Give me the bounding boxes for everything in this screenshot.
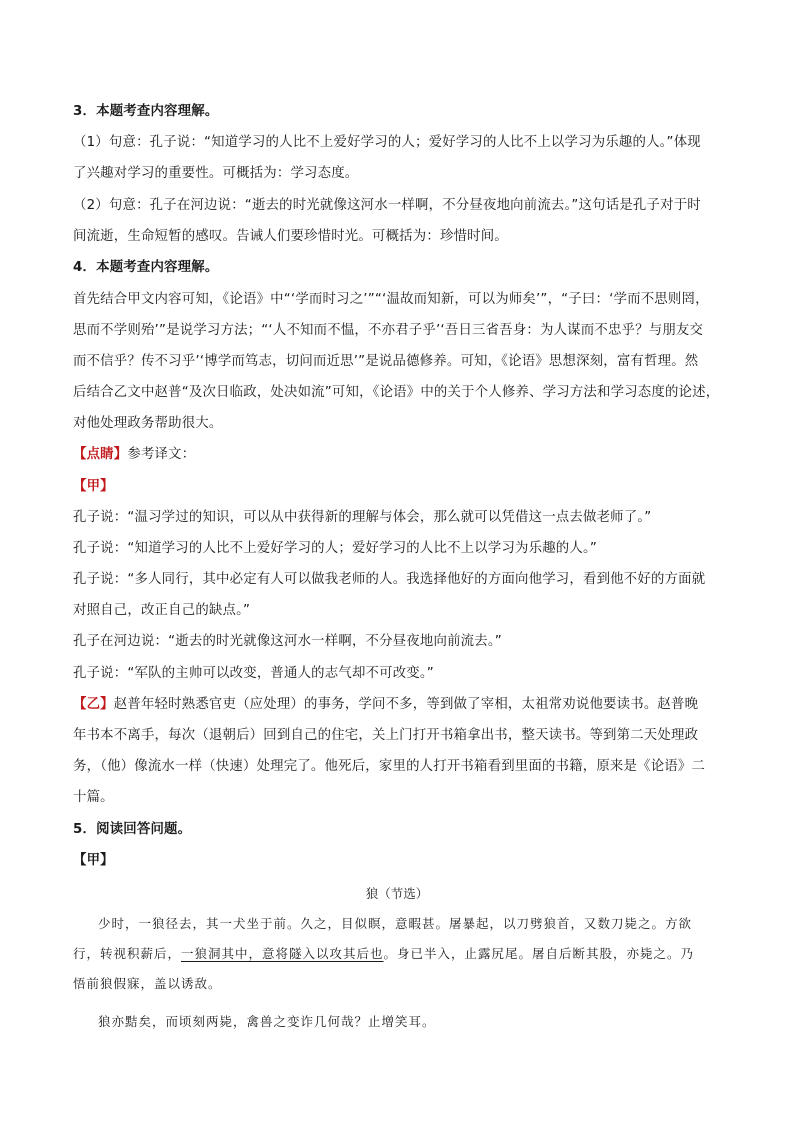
- q3-part2-line1: （2）句意：孔子在河边说：“逝去的时光就像这河水一样啊，不分昼夜地向前流去。”这句话是孔子对于时: [73, 198, 701, 213]
- yi-line4: 十篇。: [73, 790, 114, 805]
- yi-line2: 年书本不离手，每次（退朝后）回到自己的住宅，关上门打开书箱拿出书，整天读书。等到第二天处理政: [73, 728, 699, 743]
- poem-line2-b: 。身已半入，止露尻尾。屠自后断其股，亦毙之。乃: [383, 946, 695, 961]
- jia-translation-5: 孔子说：“军队的主帅可以改变，普通人的志气却不可改变。”: [73, 666, 434, 681]
- jia-translation-3-line1: 孔子说：“多人同行，其中必定有人可以做我老师的人。我选择他好的方面向他学习，看到他不好的方面就: [73, 572, 706, 587]
- q4-line1: 首先结合甲文内容可知，《论语》中“‘学而时习之’”“‘温故而知新，可以为师矣’”，“子曰：‘学而不思则罔，: [73, 292, 709, 307]
- jia-translation-1: 孔子说：“温习学过的知识，可以从中获得新的理解与体会，那么就可以凭借这一点去做老师了。”: [73, 510, 652, 525]
- jia-tag: 【甲】: [73, 479, 114, 494]
- q5-jia-tag: 【甲】: [73, 853, 114, 868]
- jia-translation-3-line2: 对照自己，改正自己的缺点。”: [73, 603, 251, 618]
- yi-line1: 赵普年轻时熟悉官吏（应处理）的事务，学问不多，等到做了宰相，太祖常劝说他要读书。赵普晚: [113, 697, 699, 712]
- q4-line3: 而不信乎？传不习乎’‘博学而笃志，切问而近思’”是说品德修养。可知，《论语》思想深刻，富有哲理。然: [73, 354, 699, 369]
- q5-heading: 5．阅读回答问题。: [73, 822, 192, 837]
- q4-line4: 后结合乙文中赵普“及次日临政，处决如流”可知，《论语》中的关于个人修养、学习方法和学习态度的论述，: [73, 385, 720, 400]
- dianjing-label: 参考译文：: [127, 447, 196, 462]
- q3-part1-line2: 了兴趣对学习的重要性。可概括为：学习态度。: [73, 166, 359, 181]
- q3-part2-line2: 间流逝，生命短暂的感叹。告诫人们要珍惜时光。可概括为：珍惜时间。: [73, 229, 508, 244]
- poem-title: 狼（节选）: [365, 886, 429, 901]
- q3-heading: 3．本题考查内容理解。: [73, 104, 219, 119]
- jia-translation-4: 孔子在河边说：“逝去的时光就像这河水一样啊，不分昼夜地向前流去。”: [73, 634, 502, 649]
- yi-row: [73, 695, 734, 715]
- q4-heading: 4．本题考查内容理解。: [73, 260, 219, 275]
- poem-underlined-sentence: 一狼洞其中，意将隧入以攻其后也: [181, 946, 384, 961]
- jia-translation-2: 孔子说：“知道学习的人比不上爱好学习的人；爱好学习的人比不上以学习为乐趣的人。”: [73, 541, 598, 556]
- yi-tag: 【乙】: [73, 697, 114, 712]
- q4-line5: 对他处理政务帮助很大。: [73, 416, 223, 431]
- dianjing-row: [73, 445, 734, 465]
- yi-line3: 务，（他）像流水一样（快速）处理完了。他死后，家里的人打开书箱看到里面的书籍，原来是《论语》二: [73, 759, 706, 774]
- poem-line3: 悟前狼假寐，盖以诱敌。: [73, 976, 222, 991]
- poem-line2-a: 行，转视积薪后，: [73, 946, 182, 961]
- poem-line1: 少时，一狼径去，其一犬坐于前。久之，目似瞑，意暇甚。屠暴起，以刀劈狼首，又数刀毙之。方欲: [98, 916, 693, 931]
- q3-part1-line1: （1）句意：孔子说：“知道学习的人比不上爱好学习的人；爱好学习的人比不上以学习为乐趣的人。”体现: [73, 135, 701, 150]
- poem-line2: [73, 944, 694, 964]
- poem-line4: 狼亦黠矣，而顷刻两毙，禽兽之变诈几何哉？止增笑耳。: [98, 1014, 436, 1029]
- dianjing-tag: 【点睛】: [73, 447, 128, 462]
- q4-line2: 思而不学则殆’”是说学习方法；“‘人不知而不愠，不亦君子乎’‘吾日三省吾身：为人谋而不忠乎？与朋友交: [73, 323, 704, 338]
